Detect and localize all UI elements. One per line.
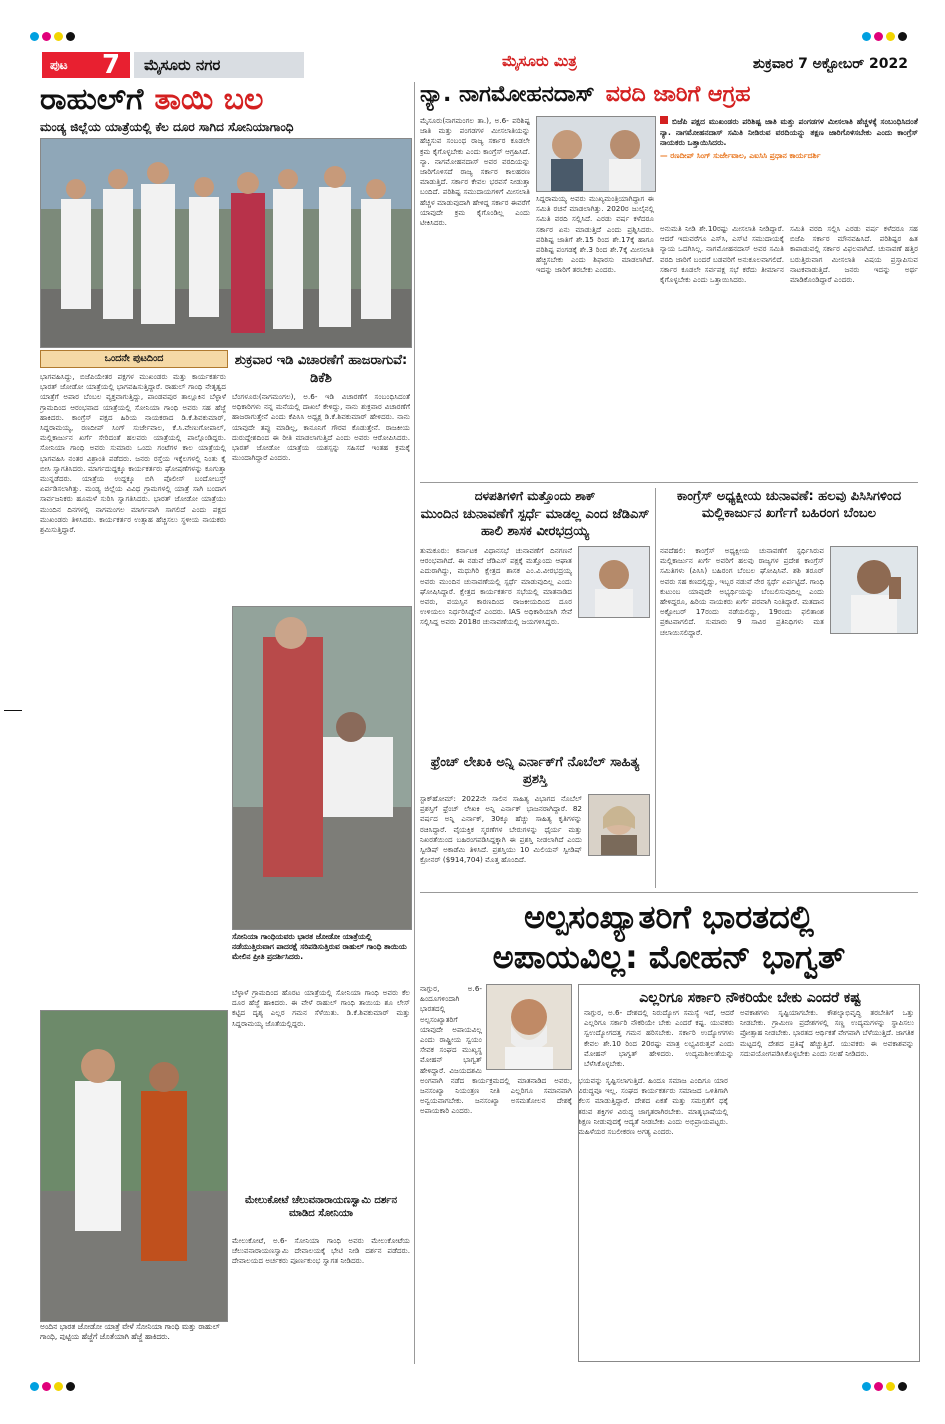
jobs-headline: ಎಲ್ಲರಿಗೂ ಸರ್ಕಾರಿ ನೌಕರಿಯೇ ಬೇಕು ಎಂದರೆ ಕಷ್ಟ	[639, 990, 861, 1006]
horizontal-divider-1	[420, 482, 918, 483]
crop-mark-left	[4, 710, 22, 711]
nagamohandas-col2: ಸಿದ್ದರಾಮಯ್ಯ ಅವರು ಮುಖ್ಯಮಂತ್ರಿಯಾಗಿದ್ದಾಗ ಈ ಸಮಿತಿ ರಚನೆ ಮಾಡಲಾಗಿತ್ತು. 2020ರ ಜುಲೈನಲ್ಲಿ ಸಮಿತಿ ವರದಿ ಸಲ್ಲಿಸಿದೆ. ಎರಡು ವರ್ಷ ಕಳೆದರೂ ಸರ್ಕಾರ ಏನು ಮಾಡುತ್ತಿದೆ ಎಂದು ಪ್ರಶ್ನಿಸಿದರು. ಪರಿಶಿಷ್ಟ ಜಾತಿಗೆ ಶೇ.15 ರಿಂದ ಶೇ.17ಕ್ಕೆ ಹಾಗೂ ಪರಿಶಿಷ್ಟ ಪಂಗಡಕ್ಕೆ ಶೇ.3 ರಿಂದ ಶೇ.7ಕ್ಕೆ ಮೀಸಲಾತಿ ಹೆಚ್ಚಿಸಬೇಕು ಎಂದು ಶಿಫಾರಸು ಮಾಡಲಾಗಿದೆ. ಇದನ್ನು ಜಾರಿಗೆ ತರಬೇಕು ಎಂದರು.	[536, 194, 654, 275]
nagamohandas-col1: ಮೈಸೂರು(ನಾಗಮಂಗಲ ತಾ.), ಅ.6- ಪರಿಶಿಷ್ಟ ಜಾತಿ ಮತ್ತು ಪಂಗಡಗಳ ಮೀಸಲಾತಿಯನ್ನು ಹೆಚ್ಚಿಸುವ ಸಂಬಂಧ ರಾಜ್ಯ ಸರ್ಕಾರ ಕೂಡಲೇ ಕ್ರಮ ಕೈಗೊಳ್ಳಬೇಕು ಎಂದು ಕಾಂಗ್ರೆಸ್ ಆಗ್ರಹಿಸಿದೆ. ನ್ಯಾ. ನಾಗಮೋಹನದಾಸ್ ಅವರ ವರದಿಯನ್ನು ಜಾರಿಗೊಳಿಸದೆ ರಾಜ್ಯ ಸರ್ಕಾರ ಕಾಲಹರಣ ಮಾಡುತ್ತಿದೆ. ಸರ್ಕಾರ ಕೇವಲ ಭರವಸೆ ನೀಡುತ್ತಾ ಬಂದಿದೆ. ಪರಿಶಿಷ್ಟ ಸಮುದಾಯಗಳಿಗೆ ಮೀಸಲಾತಿ ಹೆಚ್ಚಳ ಮಾಡುವುದಾಗಿ ಹೇಳಿದ್ದ ಸರ್ಕಾರ ಈವರೆಗೆ ಯಾವುದೇ ಕ್ರಮ ಕೈಗೊಂಡಿಲ್ಲ ಎಂದು ಟೀಕಿಸಿದರು.	[420, 116, 530, 228]
page-label-box	[42, 52, 130, 78]
jds-headline: ಮುಂದಿನ ಚುನಾವಣೆಗೆ ಸ್ಪರ್ಧೆ ಮಾಡಲ್ಲ ಎಂದ ಜೆಡಿಎಸ್ ಹಾಲಿ ಶಾಸಕ ವೀರಭದ್ರಯ್ಯ	[420, 507, 650, 539]
nagamohandas-headline-b: ವರದಿ ಜಾರಿಗೆ ಆಗ್ರಹ	[605, 82, 751, 107]
bhagwat-headline-line2: ಅಪಾಯವಿಲ್ಲ: ಮೋಹನ್ ಭಾಗ್ವತ್	[492, 938, 846, 976]
melkote-headline: ಮೇಲುಕೋಟೆ ಚೆಲುವನಾರಾಯಣಸ್ವಾಮಿ ದರ್ಶನ ಮಾಡಿದ ಸೋನಿಯಾ	[232, 1192, 410, 1232]
lead-photo-rally	[40, 138, 412, 348]
nagamohandas-byline: — ರಣದೀಪ್ ಸಿಂಗ್ ಸುರ್ಜೇವಾಲ, ಎಐಸಿಸಿ ಪ್ರಧಾನ ಕಾರ್ಯದರ್ಶಿ	[660, 150, 821, 160]
intro-marker	[660, 116, 668, 124]
nobel-body	[420, 794, 650, 888]
registration-marks-bottom-left	[30, 1376, 78, 1395]
annie-ernaux-illustration	[589, 795, 649, 855]
jobs-col2: ಅವಕಾಶಗಳು ಸೃಷ್ಟಿಯಾಗಬೇಕು. ಕೌಶಲ್ಯಾಭಿವೃದ್ಧಿ ತರಬೇತಿಗೆ ಒತ್ತು ನೀಡಬೇಕು. ಗ್ರಾಮೀಣ ಪ್ರದೇಶಗಳಲ್ಲಿ ಸಣ್ಣ ಉದ್ಯಮಗಳನ್ನು ಸ್ಥಾಪಿಸಲು ಪ್ರೋತ್ಸಾಹ ನೀಡಬೇಕು. ಭಾರತದ ಆರ್ಥಿಕತೆ ವೇಗವಾಗಿ ಬೆಳೆಯುತ್ತಿದೆ. ಜಾಗತಿಕ ಮಟ್ಟದಲ್ಲಿ ದೇಶದ ಪ್ರತಿಷ್ಠೆ ಹೆಚ್ಚುತ್ತಿದೆ. ಯುವಕರು ಈ ಅವಕಾಶವನ್ನು ಸದುಪಯೋಗಪಡಿಸಿಕೊಳ್ಳಬೇಕು ಎಂದು ಸಲಹೆ ನೀಡಿದರು.	[740, 1008, 914, 1058]
lead-photo-walking-caption: ಅಂದಿನ ಭಾರತ ಜೋಡೋ ಯಾತ್ರೆ ವೇಳೆ ಸೋನಿಯಾ ಗಾಂಧಿ ಮತ್ತು ರಾಹುಲ್ ಗಾಂಧಿ, ಪುಟ್ಟಿಯ ಹೆಜ್ಜೆಗೆ ಜೊತೆಯಾಗಿ ಹೆಜ್ಜೆ ಹಾಕಿದರು.	[40, 1322, 220, 1341]
kharge-photo	[830, 546, 918, 634]
lead-photo-walking	[40, 1010, 228, 1322]
leaders-portrait-illustration	[537, 117, 655, 191]
melkote-body: ಮೇಲುಕೋಟೆ, ಅ.6- ಸೋನಿಯಾ ಗಾಂಧಿ ಅವರು ಮೇಲುಕೋಟೆಯ ಚೆಲುವನಾರಾಯಣಸ್ವಾಮಿ ದೇವಾಲಯಕ್ಕೆ ಭೇಟಿ ನೀಡಿ ದರ್ಶನ ಪಡೆದರು. ದೇವಾಲಯದ ಅರ್ಚಕರು ಪೂರ್ಣಕುಂಭ ಸ್ವಾಗತ ನೀಡಿದರು.	[232, 1236, 410, 1266]
registration-marks-top-left	[30, 26, 78, 45]
bhagwat-headline-line1: ಅಲ್ಪಸಂಖ್ಯಾತರಿಗೆ ಭಾರತದಲ್ಲಿ	[524, 898, 814, 936]
annie-ernaux-photo	[588, 794, 650, 856]
page-label: ಪುಟ	[50, 58, 68, 72]
kharge-headline: ಕಾಂಗ್ರೆಸ್ ಅಧ್ಯಕ್ಷೀಯ ಚುನಾವಣೆ: ಹಲವು ಪಿಸಿಸಿಗಳಿಂದ ಮಲ್ಲಿಕಾರ್ಜುನ ಖರ್ಗೆಗೆ ಬಹಿರಂಗ ಬೆಂಬಲ	[676, 489, 902, 521]
issue-date: ಶುಕ್ರವಾರ 7 ಅಕ್ಟೋಬರ್ 2022	[752, 56, 908, 72]
jds-kicker: ದಳಪತಿಗಳಿಗೆ ಮತ್ತೊಂದು ಶಾಕ್	[474, 489, 596, 503]
shoe-lace-illustration	[233, 607, 411, 929]
horizontal-divider-2	[420, 892, 918, 893]
lead-body: ಭಾಗವಹಿಸಿದ್ದು, ಬಿಜೆಪಿಯೇತರ ಪಕ್ಷಗಳ ಮುಖಂಡರು ಮತ್ತು ಕಾರ್ಯಕರ್ತರು ಭಾರತ್ ಜೋಡೋ ಯಾತ್ರೆಯಲ್ಲಿ ಭಾಗವಹಿಸುತ್ತಿದ್ದಾರೆ. ರಾಹುಲ್ ಗಾಂಧಿ ನೇತೃತ್ವದ ಯಾತ್ರೆಗೆ ಅಪಾರ ಬೆಂಬಲ ವ್ಯಕ್ತವಾಗುತ್ತಿದ್ದು, ಪಾಂಡವಪುರ ತಾಲ್ಲೂಕಿನ ಬೆಳ್ಳಾಳೆ ಗ್ರಾಮದಿಂದ ಆರಂಭವಾದ ಯಾತ್ರೆಯಲ್ಲಿ ಸೋನಿಯಾ ಗಾಂಧಿ ಅವರು ಸಹ ಹೆಜ್ಜೆ ಹಾಕಿದರು. ಕಾಂಗ್ರೆಸ್ ಪಕ್ಷದ ಹಿರಿಯ ನಾಯಕರಾದ ಡಿ.ಕೆ.ಶಿವಕುಮಾರ್, ಸಿದ್ದರಾಮಯ್ಯ, ರಣದೀಪ್ ಸಿಂಗ್ ಸುರ್ಜೇವಾಲ, ಕೆ.ಸಿ.ವೇಣುಗೋಪಾಲ್, ಮಲ್ಲಿಕಾರ್ಜುನ ಖರ್ಗೆ ಸೇರಿದಂತೆ ಹಲವರು ಯಾತ್ರೆಯಲ್ಲಿ ಪಾಲ್ಗೊಂಡಿದ್ದರು. ಸೋನಿಯಾ ಗಾಂಧಿ ಅವರು ಸುಮಾರು ಒಂದು ಗಂಟೆಗಳ ಕಾಲ ಯಾತ್ರೆಯಲ್ಲಿ ಭಾಗವಹಿಸಿ ನಂತರ ವಿಶ್ರಾಂತಿ ಪಡೆದರು. ಜನರು ರಸ್ತೆಯ ಇಕ್ಕೆಲಗಳಲ್ಲಿ ನಿಂತು ಕೈ ಬೀಸಿ ಸ್ವಾಗತಿಸಿದರು. ಮಾರ್ಗದುದ್ದಕ್ಕೂ ಕಾರ್ಯಕರ್ತರು ಘೋಷಣೆಗಳನ್ನು ಕೂಗುತ್ತಾ ಮುನ್ನಡೆದರು. ಯಾತ್ರೆಯ ಉದ್ದಕ್ಕೂ ಬಿಗಿ ಪೊಲೀಸ್ ಬಂದೋಬಸ್ತ್ ಏರ್ಪಡಿಸಲಾಗಿತ್ತು. ಮಂಡ್ಯ ಜಿಲ್ಲೆಯ ವಿವಿಧ ಗ್ರಾಮಗಳಲ್ಲಿ ಯಾತ್ರೆ ಸಾಗಿ ಬಂದಾಗ ಸಾರ್ವಜನಿಕರು ಹೂಮಳೆ ಸುರಿಸಿ ಸ್ವಾಗತಿಸಿದರು. ಭಾರತ್ ಜೋಡೋ ಯಾತ್ರೆಯು ಮುಂದಿನ ದಿನಗಳಲ್ಲಿ ನಾಗಮಂಗಲ ಮಾರ್ಗವಾಗಿ ಸಾಗಲಿದೆ ಎಂದು ಪಕ್ಷದ ಮುಖಂಡರು ತಿಳಿಸಿದರು. ಕಾರ್ಯಕರ್ತರ ಉತ್ಸಾಹ ಹೆಚ್ಚಿಸಲು ಸ್ಥಳೀಯ ನಾಯಕರು ಶ್ರಮಿಸುತ್ತಿದ್ದಾರೆ.	[40, 372, 226, 535]
bhagwat-illustration	[487, 985, 571, 1069]
continued-box-label: ಒಂದನೇ ಪುಟದಿಂದ	[40, 350, 228, 368]
brand-logo: ಮೈಸೂರು ಮಿತ್ರ	[502, 52, 577, 70]
jobs-col1: ನಾಗ್ಪುರ, ಅ.6- ದೇಶದಲ್ಲಿ ನಿರುದ್ಯೋಗ ಸಮಸ್ಯೆ ಇದೆ, ಆದರೆ ಎಲ್ಲರಿಗೂ ಸರ್ಕಾರಿ ನೌಕರಿಯೇ ಬೇಕು ಎಂದರೆ ಕಷ್ಟ. ಯುವಕರು ಸ್ವಉದ್ಯೋಗದತ್ತ ಗಮನ ಹರಿಸಬೇಕು. ಸರ್ಕಾರಿ ಉದ್ಯೋಗಗಳು ಕೇವಲ ಶೇ.10 ರಿಂದ 20ರಷ್ಟು ಮಾತ್ರ ಲಭ್ಯವಿರುತ್ತವೆ ಎಂದು ಮೋಹನ್ ಭಾಗ್ವತ್ ಹೇಳಿದರು. ಉದ್ಯಮಶೀಲತೆಯನ್ನು ಬೆಳೆಸಿಕೊಳ್ಳಬೇಕು.	[584, 1008, 734, 1069]
kharge-illustration	[831, 547, 917, 633]
bhagwat-col1-text: ನಾಗ್ಪುರ, ಅ.6- ಹಿಂದೂಗಳಿಂದಾಗಿ ಭಾರತದಲ್ಲಿ ಅಲ್ಪಸಂಖ್ಯಾತರಿಗೆ ಯಾವುದೇ ಅಪಾಯವಿಲ್ಲ ಎಂದು ರಾಷ್ಟ್ರೀಯ ಸ್ವಯಂ ಸೇವಕ ಸಂಘದ ಮುಖ್ಯಸ್ಥ ಮೋಹನ್ ಭಾಗ್ವತ್ ಹೇಳಿದ್ದಾರೆ. ವಿಜಯದಶಮಿ ಅಂಗವಾಗಿ ನಡೆದ ಕಾರ್ಯಕ್ರಮದಲ್ಲಿ ಮಾತನಾಡಿದ ಅವರು, ಜನಸಂಖ್ಯಾ ನಿಯಂತ್ರಣ ನೀತಿ ಎಲ್ಲರಿಗೂ ಸಮಾನವಾಗಿ ಅನ್ವಯವಾಗಬೇಕು. ಜನಸಂಖ್ಯಾ ಅಸಮತೋಲನ ದೇಶಕ್ಕೆ ಅಪಾಯಕಾರಿ ಎಂದರು.	[420, 984, 572, 1116]
leaders-portrait-photo	[536, 116, 656, 192]
lead-subhead: ಮಂಡ್ಯ ಜಿಲ್ಲೆಯ ಯಾತ್ರೆಯಲ್ಲಿ ಕೆಲ ದೂರ ಸಾಗಿದ ಸೋನಿಯಾಗಾಂಧಿ	[40, 120, 294, 134]
nobel-headline: ಫ್ರೆಂಚ್ ಲೇಖಕಿ ಅನ್ನಿ ಎರ್ನಾಕ್‌ಗೆ ನೊಬೆಲ್ ಸಾಹಿತ್ಯ ಪ್ರಶಸ್ತಿ	[430, 755, 640, 787]
nagamohandas-col4: ಸಮಿತಿ ವರದಿ ಸಲ್ಲಿಸಿ ಎರಡು ವರ್ಷ ಕಳೆದರೂ ಸಹ ಬಿಜೆಪಿ ಸರ್ಕಾರ ಮೌನವಹಿಸಿದೆ. ಪರಿಶಿಷ್ಟರ ಹಿತ ಕಾಪಾಡುವಲ್ಲಿ ಸರ್ಕಾರ ವಿಫಲವಾಗಿದೆ. ಚುನಾವಣೆ ಹತ್ತಿರ ಬರುತ್ತಿರುವಾಗ ಮೀಸಲಾತಿ ವಿಷಯ ಪ್ರಸ್ತಾಪಿಸುವ ನಾಟಕವಾಡುತ್ತಿದೆ. ಜನರು ಇದನ್ನು ಅರ್ಥ ಮಾಡಿಕೊಂಡಿದ್ದಾರೆ ಎಂದರು.	[790, 224, 918, 285]
nagamohandas-headline-a: ನ್ಯಾ. ನಾಗಮೋಹನದಾಸ್	[420, 82, 595, 107]
nagamohandas-intro	[660, 116, 918, 220]
kharge-body	[660, 546, 918, 888]
veerabhadraiah-illustration	[579, 547, 649, 617]
shoe-lace-photo	[232, 606, 412, 930]
lead-headline-part-b: ತಾಯಿ ಬಲ	[154, 82, 264, 117]
page-number: 7	[102, 50, 121, 80]
ed-story-body: ಬೆಂಗಳೂರು(ನಾಗಮಂಗಲ), ಅ.6- ಇಡಿ ವಿಚಾರಣೆಗೆ ಸಂಬಂಧಿಸಿದಂತೆ ಅಧಿಕಾರಿಗಳು ನನ್ನ ಮನೆಯಲ್ಲಿ ದಾಖಲೆ ಕೇಳಿದ್ದು, ನಾನು ಶುಕ್ರವಾರ ವಿಚಾರಣೆಗೆ ಹಾಜರಾಗುತ್ತೇನೆ ಎಂದು ಕೆಪಿಸಿಸಿ ಅಧ್ಯಕ್ಷ ಡಿ.ಕೆ.ಶಿವಕುಮಾರ್ ಹೇಳಿದರು. ನಾನು ಯಾವುದೇ ತಪ್ಪು ಮಾಡಿಲ್ಲ, ಕಾನೂನಿಗೆ ಗೌರವ ಕೊಡುತ್ತೇನೆ. ರಾಜಕೀಯ ದುರುದ್ದೇಶದಿಂದ ಈ ರೀತಿ ಮಾಡಲಾಗುತ್ತಿದೆ ಎಂದು ಅವರು ಆರೋಪಿಸಿದರು. ಭಾರತ್ ಜೋಡೋ ಯಾತ್ರೆಯ ಯಶಸ್ಸನ್ನು ಸಹಿಸದೆ ಇಂತಹ ಕ್ರಮಕ್ಕೆ ಮುಂದಾಗಿದ್ದಾರೆ ಎಂದರು.	[232, 392, 410, 463]
jds-body	[420, 546, 650, 746]
section-label: ಮೈಸೂರು ನಗರ	[144, 56, 221, 74]
bhagwat-col1	[420, 984, 572, 1360]
jds-body-text: ತುಮಕೂರು: ಕರ್ನಾಟಕ ವಿಧಾನಸಭೆ ಚುನಾವಣೆಗೆ ದಿನಗಣನೆ ಆರಂಭವಾಗಿದೆ. ಈ ನಡುವೆ ಜೆಡಿಎಸ್ ಪಕ್ಷಕ್ಕೆ ಮತ್ತೊಂದು ಆಘಾತ ಎದುರಾಗಿದ್ದು, ಮಧುಗಿರಿ ಕ್ಷೇತ್ರದ ಶಾಸಕ ಎಂ.ವಿ.ವೀರಭದ್ರಯ್ಯ ಅವರು ಮುಂದಿನ ಚುನಾವಣೆಯಲ್ಲಿ ಸ್ಪರ್ಧೆ ಮಾಡುವುದಿಲ್ಲ ಎಂದು ಘೋಷಿಸಿದ್ದಾರೆ. ಕ್ಷೇತ್ರದ ಕಾರ್ಯಕರ್ತರ ಸಭೆಯಲ್ಲಿ ಮಾತನಾಡಿದ ಅವರು, ವಯಸ್ಸಿನ ಕಾರಣದಿಂದ ರಾಜಕೀಯದಿಂದ ದೂರ ಉಳಿಯಲು ನಿರ್ಧರಿಸಿದ್ದೇನೆ ಎಂದರು. IAS ಅಧಿಕಾರಿಯಾಗಿ ಸೇವೆ ಸಲ್ಲಿಸಿದ್ದ ಅವರು 2018ರ ಚುನಾವಣೆಯಲ್ಲಿ ಜಯಗಳಿಸಿದ್ದರು.	[420, 546, 572, 627]
lead-headline-part-a: ರಾಹುಲ್‌ಗೆ	[40, 82, 144, 117]
column-divider	[414, 82, 415, 1364]
ed-story-headline: ಶುಕ್ರವಾರ ಇಡಿ ವಿಚಾರಣೆಗೆ ಹಾಜರಾಗುವೆ: ಡಿಕೆಶಿ	[234, 353, 408, 386]
nagamohandas-headline	[420, 82, 918, 114]
rally-photo-illustration	[41, 139, 411, 347]
nagamohandas-col3: ಅನುಮತಿ ನೀಡಿ ಶೇ.10ರಷ್ಟು ಮೀಸಲಾತಿ ನೀಡಿದ್ದಾರೆ. ಆದರೆ ಇದುವರೆಗೂ ಎಸ್‌ಸಿ, ಎಸ್‌ಟಿ ಸಮುದಾಯಕ್ಕೆ ನ್ಯಾಯ ಒದಗಿಸಿಲ್ಲ. ನಾಗಮೋಹನದಾಸ್ ಅವರ ಸಮಿತಿ ವರದಿ ಜಾರಿಗೆ ಬಂದರೆ ಬಡವರಿಗೆ ಅನುಕೂಲವಾಗಲಿದೆ. ಸರ್ಕಾರ ಕೂಡಲೇ ಸರ್ವಪಕ್ಷ ಸಭೆ ಕರೆದು ತೀರ್ಮಾನ ಕೈಗೊಳ್ಳಬೇಕು ಎಂದು ಒತ್ತಾಯಿಸಿದರು.	[660, 224, 784, 285]
bhagwat-photo	[486, 984, 572, 1070]
kharge-body-text: ನವದೆಹಲಿ: ಕಾಂಗ್ರೆಸ್ ಅಧ್ಯಕ್ಷೀಯ ಚುನಾವಣೆಗೆ ಸ್ಪರ್ಧಿಸಿರುವ ಮಲ್ಲಿಕಾರ್ಜುನ ಖರ್ಗೆ ಅವರಿಗೆ ಹಲವು ರಾಜ್ಯಗಳ ಪ್ರದೇಶ ಕಾಂಗ್ರೆಸ್ ಸಮಿತಿಗಳು (ಪಿಸಿಸಿ) ಬಹಿರಂಗ ಬೆಂಬಲ ಘೋಷಿಸಿವೆ. ಶಶಿ ತರೂರ್ ಅವರು ಸಹ ಕಣದಲ್ಲಿದ್ದು, ಇಬ್ಬರ ನಡುವೆ ನೇರ ಸ್ಪರ್ಧೆ ಏರ್ಪಟ್ಟಿದೆ. ಗಾಂಧಿ ಕುಟುಂಬ ಯಾವುದೇ ಅಭ್ಯರ್ಥಿಯನ್ನು ಬೆಂಬಲಿಸುವುದಿಲ್ಲ ಎಂದು ಹೇಳಿದ್ದರೂ, ಹಿರಿಯ ನಾಯಕರು ಖರ್ಗೆ ಪರವಾಗಿ ನಿಂತಿದ್ದಾರೆ. ಮತದಾನ ಅಕ್ಟೋಬರ್ 17ರಂದು ನಡೆಯಲಿದ್ದು, 19ರಂದು ಫಲಿತಾಂಶ ಪ್ರಕಟವಾಗಲಿದೆ. ಸುಮಾರು 9 ಸಾವಿರ ಪ್ರತಿನಿಧಿಗಳು ಮತ ಚಲಾಯಿಸಲಿದ್ದಾರೆ.	[660, 546, 824, 637]
veerabhadraiah-photo	[578, 546, 650, 618]
vertical-divider-mid	[655, 488, 656, 888]
nobel-body-text: ಸ್ಟಾಕ್‌ಹೋಮ್: 2022ನೇ ಸಾಲಿನ ಸಾಹಿತ್ಯ ವಿಭಾಗದ ನೊಬೆಲ್ ಪ್ರಶಸ್ತಿಗೆ ಫ್ರೆಂಚ್ ಲೇಖಕಿ ಅನ್ನಿ ಎರ್ನಾಕ್ ಭಾಜನರಾಗಿದ್ದಾರೆ. 82 ವರ್ಷದ ಅನ್ನಿ ಎರ್ನಾಕ್, 30ಕ್ಕೂ ಹೆಚ್ಚು ಸಾಹಿತ್ಯ ಕೃತಿಗಳನ್ನು ರಚಿಸಿದ್ದಾರೆ. ವೈಯಕ್ತಿಕ ಸ್ಮರಣೆಗಳ ಬೇರುಗಳನ್ನು ಧೈರ್ಯ ಮತ್ತು ನಿಖರತೆಯಿಂದ ಬಹಿರಂಗಪಡಿಸಿದ್ದಕ್ಕಾಗಿ ಈ ಪ್ರಶಸ್ತಿ ನೀಡಲಾಗಿದೆ ಎಂದು ಸ್ವೀಡಿಷ್ ಅಕಾಡೆಮಿ ತಿಳಿಸಿದೆ. ಪ್ರಶಸ್ತಿಯು 10 ಮಿಲಿಯನ್ ಸ್ವೀಡಿಷ್ ಕ್ರೋನರ್ ($914,704) ಮೊತ್ತ ಹೊಂದಿದೆ.	[420, 794, 582, 865]
shoe-lace-caption: ಸೋನಿಯಾ ಗಾಂಧಿಯವರು ಭಾರತ ಜೋಡೋ ಯಾತ್ರೆಯಲ್ಲಿ ನಡೆಯುತ್ತಿರುವಾಗ ಪಾದರಕ್ಷೆ ಸರಿಪಡಿಸುತ್ತಿರುವ ರಾಹುಲ್ ಗಾಂಧಿ ತಾಯಿಯ ಮೇಲಿನ ಪ್ರೀತಿ ಪ್ರದರ್ಶಿಸಿದರು.	[232, 932, 407, 961]
ed-story-body-continued: ಬೆಳ್ಳಾಳೆ ಗ್ರಾಮದಿಂದ ಹೊರಟ ಯಾತ್ರೆಯಲ್ಲಿ ಸೋನಿಯಾ ಗಾಂಧಿ ಅವರು ಕೆಲ ದೂರ ಹೆಜ್ಜೆ ಹಾಕಿದರು. ಈ ವೇಳೆ ರಾಹುಲ್ ಗಾಂಧಿ ತಾಯಿಯ ಶೂ ಲೇಸ್ ಕಟ್ಟಿದ ದೃಶ್ಯ ಎಲ್ಲರ ಗಮನ ಸೆಳೆಯಿತು. ಡಿ.ಕೆ.ಶಿವಕುಮಾರ್ ಮತ್ತು ಸಿದ್ದರಾಮಯ್ಯ ಜೊತೆಯಲ್ಲಿದ್ದರು.	[232, 988, 410, 1028]
bhagwat-col2: ಭಯವನ್ನು ಸೃಷ್ಟಿಸಲಾಗುತ್ತಿದೆ. ಹಿಂದೂ ಸಮಾಜ ಎಂದಿಗೂ ಯಾರ ವಿರುದ್ಧವೂ ಇಲ್ಲ. ಸಂಘದ ಕಾರ್ಯಕರ್ತರು ಸಮಾಜದ ಒಳಿತಿಗಾಗಿ ಕೆಲಸ ಮಾಡುತ್ತಿದ್ದಾರೆ. ದೇಶದ ಏಕತೆ ಮತ್ತು ಸಮಗ್ರತೆಗೆ ಧಕ್ಕೆ ತರುವ ಶಕ್ತಿಗಳ ವಿರುದ್ಧ ಜಾಗೃತರಾಗಿರಬೇಕು. ಮಾತೃಭಾಷೆಯಲ್ಲಿ ಶಿಕ್ಷಣ ನೀಡುವುದಕ್ಕೆ ಆದ್ಯತೆ ನೀಡಬೇಕು ಎಂದು ಅಭಿಪ್ರಾಯಪಟ್ಟರು. ಮಹಿಳೆಯರ ಸಬಲೀಕರಣ ಅಗತ್ಯ ಎಂದರು.	[578, 1076, 728, 1137]
section-label-box	[134, 52, 304, 78]
walking-photo-illustration	[41, 1011, 227, 1321]
registration-marks-top-right	[862, 26, 910, 45]
registration-marks-bottom-right	[862, 1376, 910, 1395]
masthead	[28, 50, 918, 80]
lead-headline	[40, 82, 410, 118]
nagamohandas-intro-text: ಬಿಜೆಪಿ ಪಕ್ಷದ ಮುಖಂಡರು ಪರಿಶಿಷ್ಟ ಜಾತಿ ಮತ್ತು ಪಂಗಡಗಳ ಮೀಸಲಾತಿ ಹೆಚ್ಚಳಕ್ಕೆ ಸಂಬಂಧಿಸಿದಂತೆ ನ್ಯಾ. ನಾಗಮೋಹನದಾಸ್ ಸಮಿತಿ ನೀಡಿರುವ ವರದಿಯನ್ನು ತಕ್ಷಣ ಜಾರಿಗೊಳಿಸಬೇಕು ಎಂದು ಕಾಂಗ್ರೆಸ್ ನಾಯಕರು ಒತ್ತಾಯಿಸಿದರು.	[660, 117, 918, 147]
